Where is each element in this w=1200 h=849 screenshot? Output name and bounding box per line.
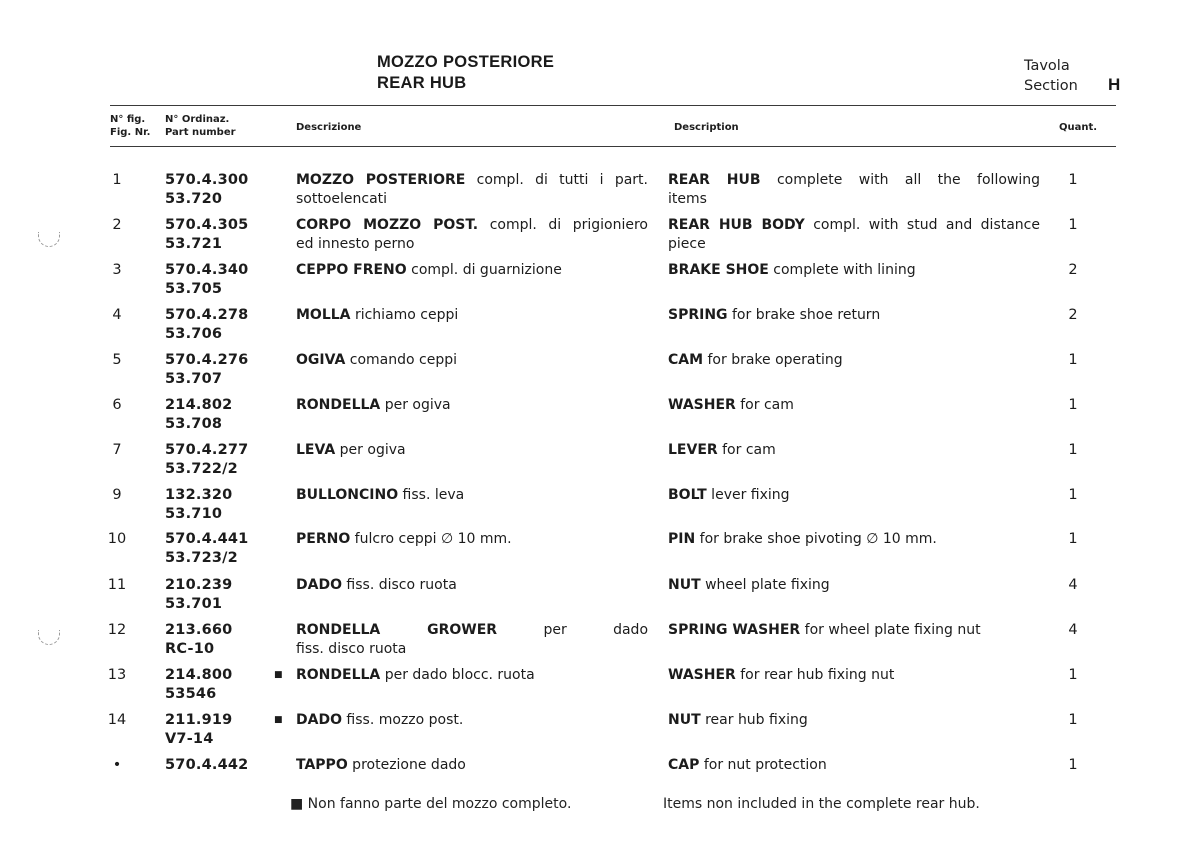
table-row (0, 441, 1200, 485)
description-italian-line1 (296, 261, 648, 280)
description-english-line1 (668, 351, 1040, 370)
table-row (0, 576, 1200, 620)
part-numbers (165, 486, 265, 524)
description-italian-line1 (296, 576, 648, 595)
column-header-description: Description (674, 122, 739, 133)
part-numbers (165, 530, 265, 568)
part-number-primary: 570.4.441 (165, 531, 249, 547)
item-detail-english: wheel plate fixing (700, 577, 830, 593)
table-row (0, 351, 1200, 395)
quantity: 1 (1068, 397, 1078, 413)
part-numbers (165, 576, 265, 614)
quantity: 1 (1068, 352, 1078, 368)
description-english (668, 171, 1040, 209)
item-detail-english: for wheel plate fixing nut (800, 622, 981, 638)
footnote-english: Items non included in the complete rear hub. (663, 796, 980, 812)
column-header-fig (110, 113, 150, 139)
description-italian-line1 (296, 756, 648, 775)
part-number-secondary: 53.705 (165, 281, 223, 297)
quantity: 2 (1068, 262, 1078, 278)
item-name-english: CAM (668, 352, 704, 368)
item-name-english: REAR HUB (668, 172, 761, 188)
part-number-secondary: 53.706 (165, 326, 223, 342)
description-italian (296, 396, 648, 415)
fig-number: 7 (112, 442, 122, 458)
fig-number: 3 (112, 262, 122, 278)
item-detail-italian: protezione dado (347, 757, 466, 773)
item-name-italian: MOLLA (296, 307, 351, 323)
item-name-italian: DADO (296, 577, 342, 593)
part-number-primary: 570.4.300 (165, 172, 249, 188)
description-italian (296, 306, 648, 325)
table-row (0, 306, 1200, 350)
description-italian (296, 351, 648, 370)
description-italian (296, 171, 648, 209)
part-number-primary: 213.660 (165, 622, 233, 638)
item-name-english: NUT (668, 712, 701, 728)
part-numbers (165, 306, 265, 344)
footnote-italian: ■ Non fanno parte del mozzo completo. (290, 796, 572, 812)
description-italian-line1 (296, 216, 648, 235)
item-name-english: CAP (668, 757, 700, 773)
item-name-english: SPRING (668, 307, 728, 323)
quantity: 1 (1068, 217, 1078, 233)
description-english (668, 486, 1040, 505)
column-header-fig-en: Fig. Nr. (110, 127, 151, 138)
part-number-primary: 214.800 (165, 667, 233, 683)
item-name-italian: CEPPO FRENO (296, 262, 407, 278)
header-bottom-rule (110, 146, 1116, 147)
part-numbers (165, 396, 265, 434)
description-english-line1 (668, 621, 1040, 640)
item-detail-italian: comando ceppi (345, 352, 458, 368)
item-detail-english: for nut protection (699, 757, 827, 773)
item-name-english: BOLT (668, 487, 707, 503)
quantity: 4 (1068, 622, 1078, 638)
description-italian (296, 261, 648, 280)
item-name-italian: RONDELLA (296, 667, 381, 683)
part-numbers (165, 441, 265, 479)
part-number-primary: 210.239 (165, 577, 233, 593)
item-name-english: BRAKE SHOE (668, 262, 769, 278)
description-english (668, 621, 1040, 640)
item-detail-english: lever fixing (706, 487, 790, 503)
part-number-primary: 570.4.277 (165, 442, 249, 458)
section-label-italian: Tavola (1024, 58, 1070, 74)
item-name-english: WASHER (668, 667, 736, 683)
description-italian-line1 (296, 351, 648, 370)
description-italian (296, 621, 648, 659)
description-english-line1 (668, 486, 1040, 505)
description-english (668, 216, 1040, 254)
description-italian (296, 216, 648, 254)
part-numbers (165, 756, 265, 775)
part-number-secondary: 53546 (165, 686, 217, 702)
description-italian-line1 (296, 711, 648, 730)
column-header-part (165, 113, 236, 139)
description-italian-line1 (296, 621, 648, 640)
fig-number: 13 (107, 667, 127, 683)
item-name-italian: DADO (296, 712, 342, 728)
item-detail-italian: fiss. leva (398, 487, 465, 503)
fig-number: 11 (107, 577, 127, 593)
column-header-descrizione: Descrizione (296, 122, 362, 133)
item-detail-english: rear hub fixing (700, 712, 808, 728)
part-number-secondary: V7-14 (165, 731, 214, 747)
description-english-line1 (668, 261, 1040, 280)
description-english (668, 261, 1040, 280)
description-italian-line1 (296, 441, 648, 460)
description-english-line2: items (668, 191, 707, 207)
part-number-primary: 570.4.276 (165, 352, 249, 368)
fig-number: 5 (112, 352, 122, 368)
description-italian-line1 (296, 396, 648, 415)
table-row (0, 666, 1200, 710)
item-detail-italian: per dado (497, 622, 649, 638)
description-english-line1 (668, 396, 1040, 415)
description-italian-line1 (296, 486, 648, 505)
description-english (668, 666, 1040, 685)
description-english (668, 530, 1040, 549)
item-name-english: LEVER (668, 442, 718, 458)
item-detail-english: for cam (717, 442, 776, 458)
description-italian (296, 530, 648, 549)
description-italian-line1 (296, 171, 648, 190)
table-row (0, 621, 1200, 665)
item-name-italian: MOZZO POSTERIORE (296, 172, 466, 188)
fig-number: 10 (107, 531, 127, 547)
item-detail-italian: compl. di tutti i part. (465, 172, 649, 188)
quantity: 1 (1068, 172, 1078, 188)
item-detail-italian: compl. di guarnizione (406, 262, 562, 278)
page-title (377, 52, 554, 94)
item-detail-english: complete with lining (768, 262, 916, 278)
part-number-secondary: 53.707 (165, 371, 223, 387)
part-numbers (165, 621, 265, 659)
quantity: 1 (1068, 531, 1078, 547)
item-detail-italian: fiss. mozzo post. (341, 712, 464, 728)
header-top-rule (110, 105, 1116, 106)
column-header-quantity: Quant. (1059, 122, 1098, 133)
fig-number: 1 (112, 172, 122, 188)
item-detail-english: for brake shoe pivoting ∅ 10 mm. (695, 531, 937, 547)
item-name-italian: LEVA (296, 442, 336, 458)
part-number-secondary: 53.708 (165, 416, 223, 432)
item-name-english: PIN (668, 531, 696, 547)
description-english-line1 (668, 530, 1040, 549)
quantity: 1 (1068, 442, 1078, 458)
table-row (0, 530, 1200, 574)
item-name-english: REAR HUB BODY (668, 217, 805, 233)
fig-number: 2 (112, 217, 122, 233)
description-english-line1 (668, 711, 1040, 730)
part-number-primary: 570.4.340 (165, 262, 249, 278)
description-english-line1 (668, 756, 1040, 775)
not-included-marker: ■ (274, 715, 283, 725)
fig-number: • (112, 757, 122, 773)
item-name-italian: RONDELLA GROWER (296, 622, 498, 638)
item-detail-english: compl. with stud and distance (804, 217, 1040, 233)
description-english (668, 756, 1040, 775)
quantity: 1 (1068, 487, 1078, 503)
item-name-italian: BULLONCINO (296, 487, 399, 503)
item-detail-italian: per ogiva (335, 442, 406, 458)
description-english (668, 441, 1040, 460)
description-italian-line2: sottoelencati (296, 191, 388, 207)
description-english (668, 396, 1040, 415)
table-row (0, 216, 1200, 260)
part-numbers (165, 171, 265, 209)
item-name-italian: OGIVA (296, 352, 346, 368)
quantity: 1 (1068, 667, 1078, 683)
part-numbers (165, 351, 265, 389)
table-row (0, 171, 1200, 215)
part-numbers (165, 261, 265, 299)
section-label-english: Section (1024, 78, 1078, 94)
item-name-italian: RONDELLA (296, 397, 381, 413)
title-english: REAR HUB (377, 74, 467, 92)
part-number-primary: 570.4.442 (165, 757, 249, 773)
table-row (0, 711, 1200, 755)
item-detail-italian: richiamo ceppi (350, 307, 459, 323)
description-italian-line1 (296, 530, 648, 549)
quantity: 1 (1068, 712, 1078, 728)
description-italian-line2: ed innesto perno (296, 236, 415, 252)
description-italian (296, 756, 648, 775)
fig-number: 9 (112, 487, 122, 503)
item-detail-italian: fiss. disco ruota (341, 577, 457, 593)
table-row (0, 261, 1200, 305)
table-row (0, 486, 1200, 530)
item-name-italian: TAPPO (296, 757, 348, 773)
part-numbers (165, 216, 265, 254)
description-english-line2: piece (668, 236, 706, 252)
description-english (668, 576, 1040, 595)
description-italian (296, 441, 648, 460)
section-letter: H (1108, 75, 1121, 94)
part-number-secondary: 53.710 (165, 506, 223, 522)
item-name-italian: PERNO (296, 531, 351, 547)
description-italian-line1 (296, 666, 648, 685)
fig-number: 14 (107, 712, 127, 728)
table-row (0, 756, 1200, 800)
item-detail-italian: compl. di prigioniero (478, 217, 648, 233)
description-italian (296, 711, 648, 730)
item-detail-english: for brake shoe return (727, 307, 881, 323)
quantity: 4 (1068, 577, 1078, 593)
part-numbers (165, 711, 265, 749)
item-detail-italian: per ogiva (380, 397, 451, 413)
column-header-part-it: N° Ordinaz. (165, 114, 230, 125)
item-name-english: SPRING WASHER (668, 622, 801, 638)
part-number-secondary: 53.720 (165, 191, 223, 207)
description-english-line1 (668, 306, 1040, 325)
part-number-secondary: 53.722/2 (165, 461, 238, 477)
description-english-line1 (668, 171, 1040, 190)
fig-number: 6 (112, 397, 122, 413)
description-english-line1 (668, 216, 1040, 235)
description-english (668, 711, 1040, 730)
part-numbers (165, 666, 265, 704)
description-english-line1 (668, 576, 1040, 595)
title-italian: MOZZO POSTERIORE (377, 53, 555, 71)
item-detail-english: for brake operating (703, 352, 843, 368)
part-number-secondary: 53.701 (165, 596, 223, 612)
part-number-secondary: 53.723/2 (165, 550, 238, 566)
item-name-english: NUT (668, 577, 701, 593)
item-name-italian: CORPO MOZZO POST. (296, 217, 479, 233)
description-italian (296, 666, 648, 685)
quantity: 2 (1068, 307, 1078, 323)
fig-number: 12 (107, 622, 127, 638)
item-detail-english: for cam (735, 397, 794, 413)
part-number-primary: 132.320 (165, 487, 233, 503)
quantity: 1 (1068, 757, 1078, 773)
section-label (1024, 56, 1078, 96)
part-number-secondary: RC-10 (165, 641, 215, 657)
part-number-primary: 570.4.278 (165, 307, 249, 323)
fig-number: 4 (112, 307, 122, 323)
item-detail-italian: per dado blocc. ruota (380, 667, 535, 683)
description-english-line1 (668, 666, 1040, 685)
item-detail-english: complete with all the following (760, 172, 1040, 188)
item-detail-english: for rear hub fixing nut (735, 667, 895, 683)
description-italian (296, 576, 648, 595)
column-header-fig-it: N° fig. (110, 114, 146, 125)
description-english (668, 306, 1040, 325)
not-included-marker: ■ (274, 670, 283, 680)
description-italian-line2: fiss. disco ruota (296, 641, 407, 657)
column-header-part-en: Part number (165, 127, 236, 138)
part-number-primary: 570.4.305 (165, 217, 249, 233)
description-english (668, 351, 1040, 370)
description-english-line1 (668, 441, 1040, 460)
description-italian (296, 486, 648, 505)
description-italian-line1 (296, 306, 648, 325)
part-number-primary: 214.802 (165, 397, 233, 413)
item-detail-italian: fulcro ceppi ∅ 10 mm. (350, 531, 512, 547)
table-row (0, 396, 1200, 440)
item-name-english: WASHER (668, 397, 736, 413)
part-number-secondary: 53.721 (165, 236, 223, 252)
part-number-primary: 211.919 (165, 712, 233, 728)
